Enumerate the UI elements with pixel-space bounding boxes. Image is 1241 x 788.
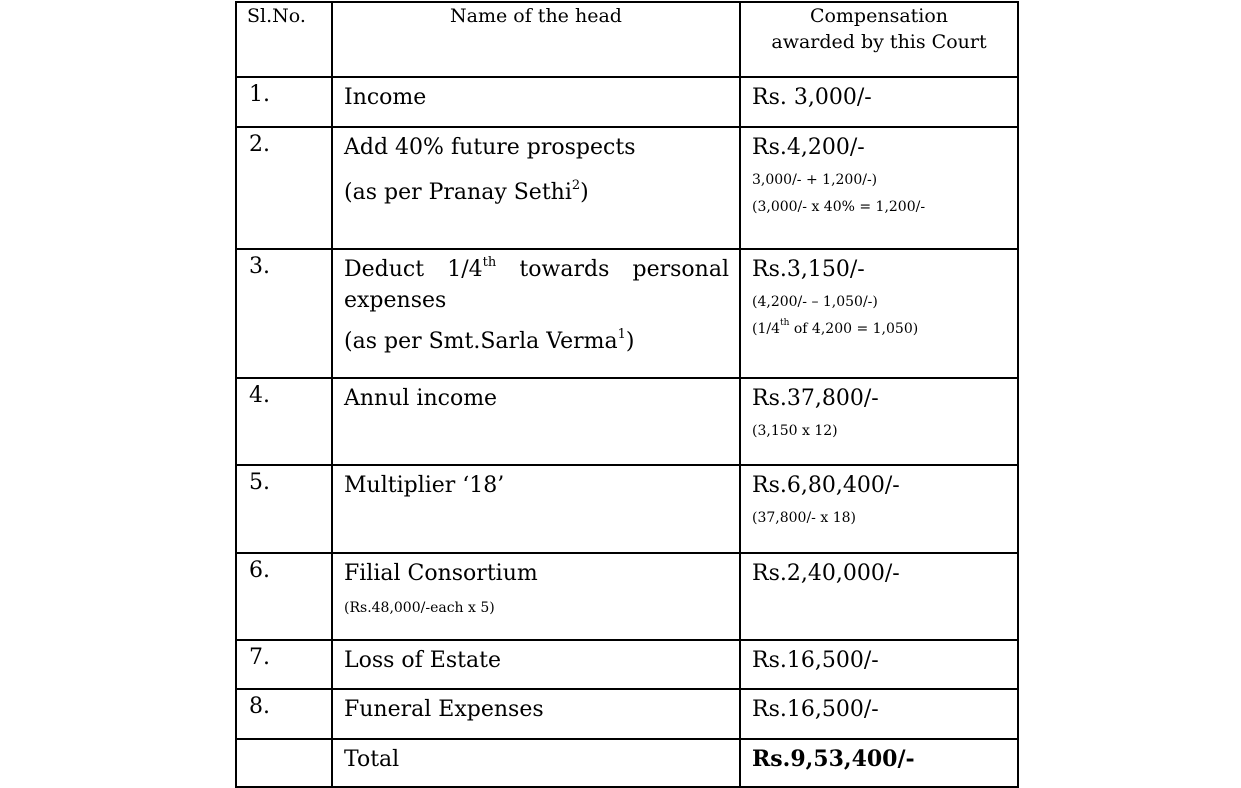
- row-head-text: Filial Consortium: [344, 561, 538, 586]
- calc-post: of 4,200 = 1,050): [789, 321, 919, 337]
- head-text-sup: th: [482, 254, 497, 270]
- row-amount-value: Rs.16,500/-: [752, 648, 879, 673]
- table-header-row: [236, 2, 1018, 77]
- row-amount: [740, 689, 1018, 739]
- row-head: Income: [332, 77, 740, 127]
- row-calc-2: [752, 320, 1009, 339]
- total-amount: [740, 739, 1018, 787]
- row-amount-value: Rs.2,40,000/-: [752, 561, 900, 586]
- row-sl: 5.: [236, 465, 332, 553]
- row-sl: [236, 739, 332, 787]
- row-amount-value: Rs. 3,000/-: [752, 85, 872, 110]
- row-amount: [740, 640, 1018, 689]
- citation-text: (as per Smt.Sarla Verma: [344, 329, 618, 354]
- row-head-text: [344, 254, 729, 316]
- total-amount-value: Rs.9,53,400/-: [752, 746, 915, 772]
- row-calc-1: (37,800/- x 18): [752, 510, 856, 526]
- row-head-text: Add 40% future prospects: [344, 135, 636, 160]
- table-row: [236, 689, 1018, 739]
- table-row: [236, 553, 1018, 640]
- row-amount-value: Rs.3,150/-: [752, 257, 865, 282]
- row-calc-1: 3,000/- + 1,200/-): [752, 172, 878, 188]
- row-sl: 6.: [236, 553, 332, 640]
- compensation-table: [235, 1, 1019, 788]
- total-row: [236, 739, 1018, 787]
- row-calc-1: (3,150 x 12): [752, 423, 838, 439]
- citation-close: ): [625, 329, 635, 354]
- table-row: [236, 640, 1018, 689]
- calc-sup: th: [780, 318, 790, 329]
- citation-text: (as per Pranay Sethi: [344, 180, 572, 205]
- row-sl: 7.: [236, 640, 332, 689]
- head-text-post: towards personal expenses: [344, 257, 729, 313]
- row-head: Annul income: [332, 378, 740, 465]
- row-head: Funeral Expenses: [332, 689, 740, 739]
- row-amount: [740, 127, 1018, 249]
- header-comp-line2: awarded by this Court: [771, 31, 987, 53]
- head-text-pre: Deduct 1/4: [344, 257, 483, 282]
- row-amount: [740, 77, 1018, 127]
- row-sl: 2.: [236, 127, 332, 249]
- total-label: Total: [332, 739, 740, 787]
- row-amount-value: Rs.6,80,400/-: [752, 473, 900, 498]
- header-name: [332, 2, 740, 77]
- table-row: [236, 465, 1018, 553]
- row-amount: [740, 249, 1018, 378]
- row-head: [332, 127, 740, 249]
- row-head: [332, 553, 740, 640]
- row-head: [332, 249, 740, 378]
- row-sl: 3.: [236, 249, 332, 378]
- row-note: (Rs.48,000/-each x 5): [344, 600, 495, 616]
- header-name-label: Name of the head: [450, 5, 622, 27]
- header-comp-line1: Compensation: [809, 5, 949, 27]
- row-amount-value: Rs.16,500/-: [752, 697, 879, 722]
- row-amount: [740, 378, 1018, 465]
- row-citation: [344, 177, 729, 208]
- header-compensation: [740, 2, 1018, 77]
- row-amount-value: Rs.37,800/-: [752, 386, 879, 411]
- citation-close: ): [580, 180, 589, 205]
- row-citation: [344, 326, 729, 357]
- row-amount: [740, 553, 1018, 640]
- row-sl: 1.: [236, 77, 332, 127]
- header-sl-no: [236, 2, 332, 77]
- row-sl: 8.: [236, 689, 332, 739]
- table-row: [236, 127, 1018, 249]
- calc-pre: (1/4: [752, 321, 780, 337]
- row-amount: [740, 465, 1018, 553]
- citation-footnote: 2: [571, 177, 581, 193]
- row-head: Loss of Estate: [332, 640, 740, 689]
- row-sl: 4.: [236, 378, 332, 465]
- row-calc-2: (3,000/- x 40% = 1,200/-: [752, 199, 926, 215]
- row-amount-value: Rs.4,200/-: [752, 135, 865, 160]
- table-row: [236, 77, 1018, 127]
- table-row: [236, 249, 1018, 378]
- table-row: [236, 378, 1018, 465]
- row-head: Multiplier ‘18’: [332, 465, 740, 553]
- citation-footnote: 1: [617, 326, 626, 342]
- row-calc-1: (4,200/- – 1,050/-): [752, 294, 878, 310]
- header-sl-no-label: Sl.No.: [247, 5, 306, 27]
